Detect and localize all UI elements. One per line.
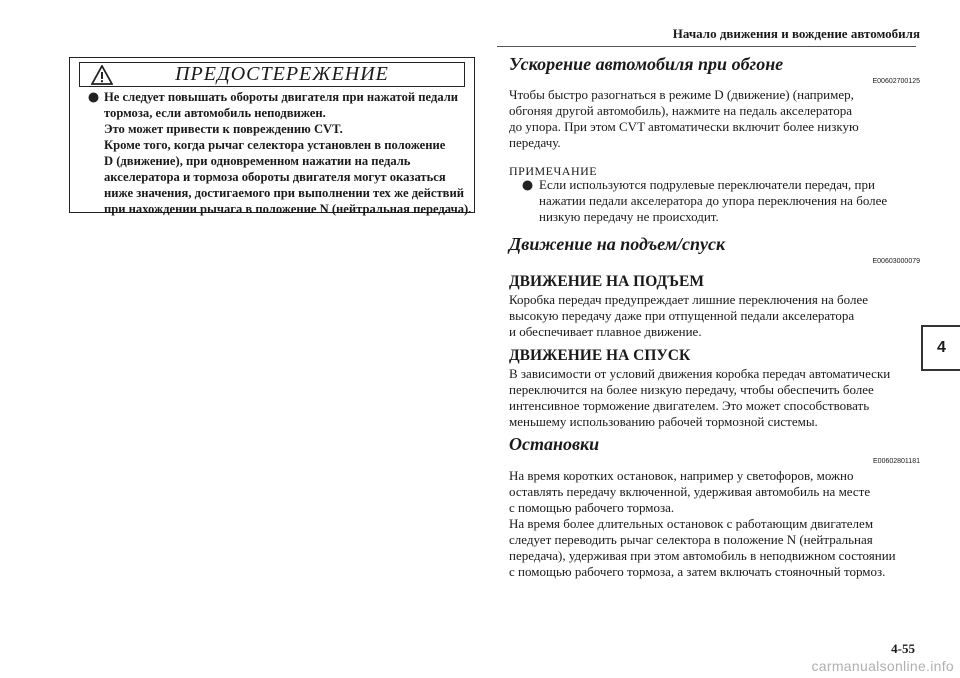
warning-title-bar bbox=[79, 62, 465, 87]
text-line: нажатии педали акселератора до упора переключения на более bbox=[539, 193, 888, 208]
section-code: E00602700125 bbox=[872, 78, 920, 85]
bullet-icon bbox=[88, 92, 99, 103]
paragraph-stops bbox=[509, 468, 921, 580]
bullet-icon bbox=[522, 180, 533, 191]
warning-line: при нахождении рычага в положение N (нейтральная передача). bbox=[104, 202, 472, 216]
warning-line: Кроме того, когда рычаг селектора установлен в положение bbox=[104, 138, 446, 152]
warning-line: ниже значения, достигаемого при выполнении тех же действий bbox=[104, 186, 464, 200]
page-number: 4-55 bbox=[891, 641, 915, 656]
watermark: carmanualsonline.info bbox=[811, 658, 954, 674]
text-line: Если используются подрулевые переключатели передач, при bbox=[539, 177, 875, 192]
paragraph-overtaking bbox=[509, 87, 921, 151]
subheading-uphill: ДВИЖЕНИЕ НА ПОДЪЕМ bbox=[509, 273, 705, 290]
warning-triangle-icon bbox=[91, 65, 113, 85]
text-line: Чтобы быстро разогнаться в режиме D (движение) (например, bbox=[509, 87, 854, 102]
text-line: оставлять передачу включенной, удерживая автомобиль на месте bbox=[509, 484, 871, 499]
section-heading-stops: Остановки bbox=[509, 434, 600, 454]
section-code: E00602801181 bbox=[873, 458, 920, 465]
text-line: низкую передачу не происходит. bbox=[539, 209, 719, 224]
text-line: интенсивное торможение двигателем. Это может способствовать bbox=[509, 398, 870, 413]
note-label: ПРИМЕЧАНИЕ bbox=[509, 164, 598, 178]
text-line: с помощью рабочего тормоза, а затем включать стояночный тормоз. bbox=[509, 564, 886, 579]
text-line: с помощью рабочего тормоза. bbox=[509, 500, 675, 515]
section-heading-overtaking: Ускорение автомобиля при обгоне bbox=[509, 54, 784, 74]
text-line: высокую передачу даже при отпущенной педали акселератора bbox=[509, 308, 855, 323]
text-line: меньшему использованию рабочей тормозной системы. bbox=[509, 414, 818, 429]
section-code: E00603000079 bbox=[872, 258, 920, 265]
subheading-downhill: ДВИЖЕНИЕ НА СПУСК bbox=[509, 347, 691, 364]
paragraph-downhill bbox=[509, 366, 921, 430]
warning-line: Не следует повышать обороты двигателя при нажатой педали bbox=[104, 90, 459, 104]
text-line: переключится на более низкую передачу, чтобы обеспечить более bbox=[509, 382, 874, 397]
text-line: до упора. При этом CVT автоматически включит более низкую bbox=[509, 119, 859, 134]
text-line: обгоняя другой автомобиль), нажмите на педаль акселератора bbox=[509, 103, 853, 118]
warning-line: D (движение), при одновременном нажатии на педаль bbox=[104, 154, 411, 168]
text-line: В зависимости от условий движения коробка передач автоматически bbox=[509, 366, 891, 381]
text-line: На время более длительных остановок с работающим двигателем bbox=[509, 516, 874, 531]
header-divider bbox=[497, 46, 916, 47]
section-heading-hills: Движение на подъем/спуск bbox=[509, 234, 726, 254]
paragraph-uphill bbox=[509, 292, 921, 340]
warning-body bbox=[88, 89, 472, 217]
text-line: передача), удерживая при этом автомобиль в неподвижном состоянии bbox=[509, 548, 896, 563]
text-line: передачу. bbox=[509, 135, 561, 150]
text-line: На время коротких остановок, например у светофоров, можно bbox=[509, 468, 854, 483]
text-line: Коробка передач предупреждает лишние переключения на более bbox=[509, 292, 869, 307]
warning-line: акселератора и тормоза обороты двигателя могут оказаться bbox=[104, 170, 446, 184]
warning-line: тормоза, если автомобиль неподвижен. bbox=[104, 106, 326, 120]
note-item bbox=[522, 177, 922, 225]
chapter-tab: 4 bbox=[921, 325, 960, 371]
text-line: и обеспечивает плавное движение. bbox=[509, 324, 702, 339]
warning-box bbox=[69, 57, 475, 216]
warning-title: ПРЕДОСТЕРЕЖЕНИЕ bbox=[175, 63, 389, 85]
warning-line: Это может привести к повреждению CVT. bbox=[104, 122, 343, 136]
page-header-title: Начало движения и вождение автомобиля bbox=[672, 26, 920, 41]
text-line: следует переводить рычаг селектора в положение N (нейтральная bbox=[509, 532, 873, 547]
